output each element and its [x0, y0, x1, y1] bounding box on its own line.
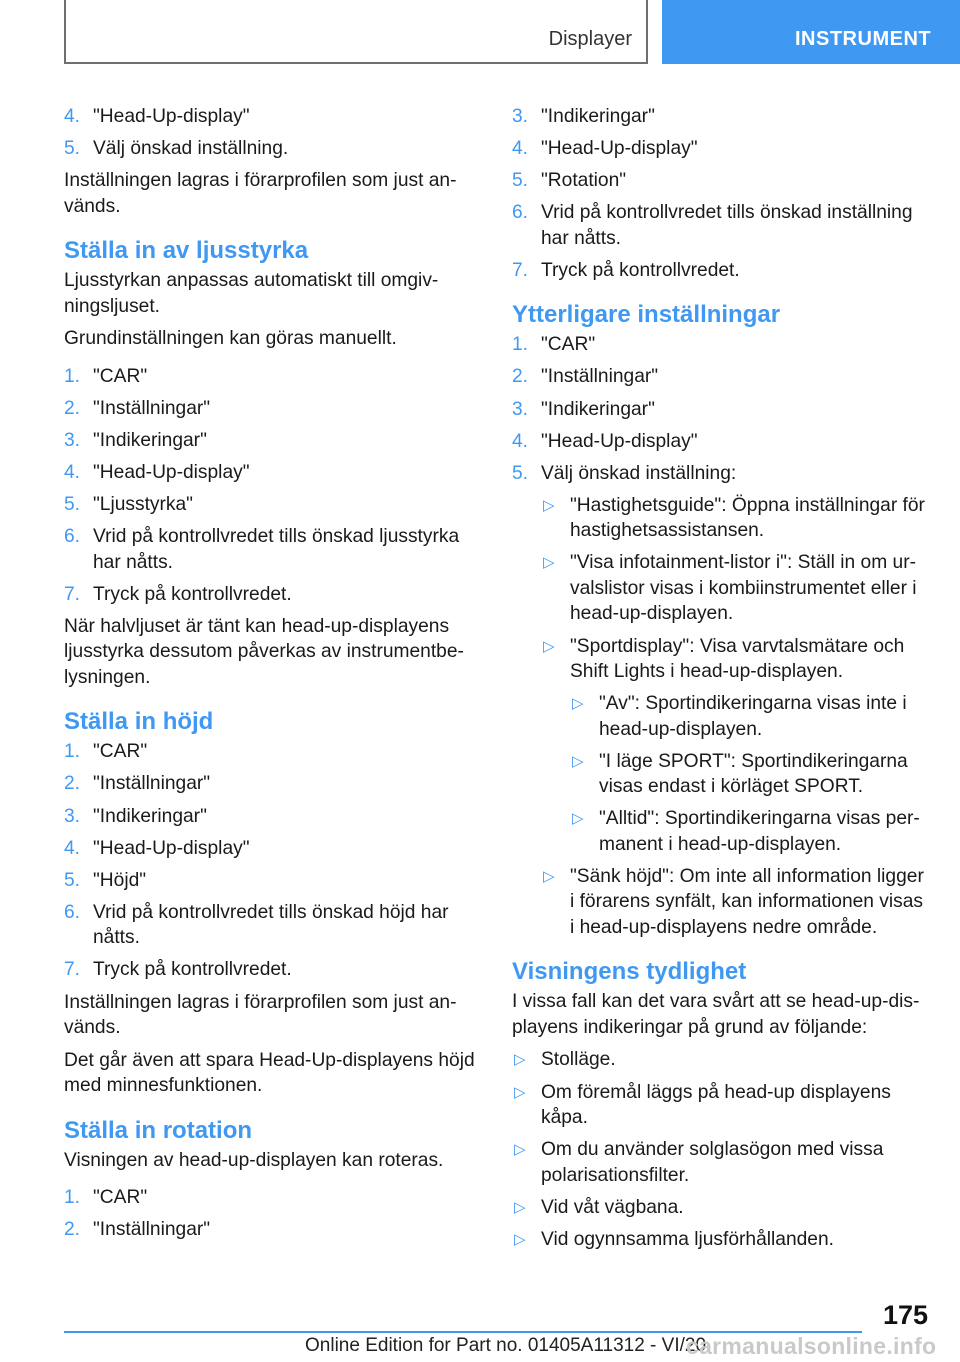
list-item	[64, 1217, 482, 1243]
item-text: "Inställningar"	[541, 366, 659, 388]
item-number: 1.	[64, 741, 81, 763]
bullet-text: Vid ogynnsamma ljusförhållanden.	[541, 1228, 834, 1250]
list-item	[64, 582, 482, 608]
paragraph: Inställningen lagras i förarprofilen som just används.	[64, 170, 457, 217]
item-number: 2.	[64, 773, 81, 795]
triangle-bullet-icon: ▷	[514, 1141, 526, 1159]
list-item	[64, 396, 482, 422]
item-number: 4.	[64, 837, 81, 859]
item-number: 3.	[64, 805, 81, 827]
item-text: Tryck på kontrollvredet.	[541, 259, 740, 281]
item-number: 7.	[64, 959, 81, 981]
item-number: 7.	[512, 259, 529, 281]
bullet-item	[541, 550, 930, 627]
list-item	[512, 429, 930, 455]
item-number: 3.	[512, 106, 529, 127]
triangle-bullet-icon: ▷	[572, 810, 584, 828]
list-item	[512, 258, 930, 284]
bullet-text: "Alltid": Sportindikeringarna visas permanent i head-up-displayen.	[599, 808, 920, 855]
bullet-item	[512, 1227, 930, 1253]
list-item	[64, 868, 482, 894]
triangle-bullet-icon: ▷	[514, 1083, 526, 1101]
item-number: 1.	[512, 334, 529, 356]
bullet-item	[570, 749, 930, 800]
list-right-1	[512, 104, 930, 283]
header-chapter-title: INSTRUMENT	[795, 28, 932, 50]
list-item	[512, 168, 930, 194]
item-text: "Inställningar"	[93, 1219, 211, 1241]
item-text: "Indikeringar"	[541, 398, 655, 420]
item-text: "CAR"	[541, 334, 596, 356]
paragraph: När halvljuset är tänt kan head-up-displayens ljusstyrka dessutom påverkas av instrumentbelysningen.	[64, 615, 464, 688]
list-item	[64, 524, 482, 575]
list-item	[64, 136, 482, 162]
item-text: "Indikeringar"	[93, 805, 207, 827]
bullet-item	[541, 864, 930, 941]
header-section-title: Displayer	[548, 28, 632, 50]
bullet-item	[570, 806, 930, 857]
list-item	[64, 104, 482, 130]
item-text: "Head-Up-display"	[93, 461, 250, 483]
footer-edition: Online Edition for Part no. 01405A11312 - VI/20	[305, 1335, 707, 1356]
item-number: 3.	[512, 398, 529, 420]
list-item	[64, 428, 482, 454]
bullet-text: "I läge SPORT": Sportindikeringarna visas endast i körläget SPORT.	[599, 750, 908, 798]
item-text: "CAR"	[93, 1187, 148, 1208]
list-item	[64, 771, 482, 797]
item-number: 5.	[64, 869, 81, 891]
bullet-text: Stolläge.	[541, 1049, 616, 1071]
bullet-item	[512, 1047, 930, 1073]
item-text: "Indikeringar"	[93, 429, 207, 451]
item-number: 3.	[64, 429, 81, 451]
item-text: "Head-Up-display"	[93, 106, 250, 127]
heading-visibility: Visningens tydlighet	[512, 958, 747, 986]
heading-more-settings: Ytterligare inställningar	[512, 301, 781, 329]
item-number: 1.	[64, 365, 81, 387]
item-text: Tryck på kontrollvredet.	[93, 583, 292, 605]
bullet-item	[512, 1195, 930, 1221]
item-text: "Rotation"	[541, 170, 627, 192]
heading-brightness: Ställa in av ljusstyrka	[64, 237, 309, 265]
item-text: "Head-Up-display"	[541, 138, 698, 160]
bullet-item	[541, 634, 930, 858]
item-number: 4.	[64, 106, 81, 127]
paragraph: Inställningen lagras i förarprofilen som just används.	[64, 991, 457, 1038]
list-item	[512, 332, 930, 358]
list-item	[64, 460, 482, 486]
list-item	[64, 739, 482, 765]
bullet-text: Om du använder solglasögon med vissa polarisationsfilter.	[541, 1139, 884, 1186]
watermark-logo: carmanualsonline.info	[686, 1333, 937, 1359]
item-text: "CAR"	[93, 741, 148, 763]
paragraph: Ljusstyrkan anpassas automatiskt till omgivningsljuset.	[64, 270, 439, 317]
bullet-item	[512, 1137, 930, 1188]
triangle-bullet-icon: ▷	[543, 637, 555, 655]
bullet-item	[541, 493, 930, 544]
item-text: "Höjd"	[93, 869, 147, 891]
list-item	[64, 1185, 482, 1211]
list-item	[64, 492, 482, 518]
item-text: "CAR"	[93, 365, 148, 387]
item-number: 4.	[512, 138, 529, 160]
item-number: 5.	[512, 170, 529, 192]
header-section-box	[64, 0, 648, 64]
triangle-bullet-icon: ▷	[514, 1198, 526, 1216]
paragraph: Visningen av head-up-displayen kan roteras.	[64, 1149, 444, 1171]
bullet-text: Om föremål läggs på head-up displayens kåpa.	[541, 1081, 891, 1128]
item-number: 5.	[64, 494, 81, 516]
item-text: Välj önskad inställning.	[93, 138, 289, 160]
item-number: 4.	[64, 461, 81, 483]
triangle-bullet-icon: ▷	[543, 867, 555, 885]
list-item	[512, 397, 930, 423]
list-item	[64, 364, 482, 390]
item-number: 6.	[512, 202, 529, 224]
heading-rotation: Ställa in rotation	[64, 1116, 253, 1144]
list-left-2	[64, 364, 482, 608]
list-item	[512, 364, 930, 390]
list-left-3	[64, 739, 482, 983]
triangle-bullet-icon: ▷	[543, 496, 555, 514]
item-text: Vrid på kontrollvredet tills önskad inställning har nåtts.	[541, 202, 913, 249]
item-text: "Head-Up-display"	[541, 430, 698, 452]
item-number: 6.	[64, 901, 81, 923]
item-text: Vrid på kontrollvredet tills önskad ljusstyrka har nåtts.	[93, 526, 460, 573]
paragraph: Grundinställningen kan göras manuellt.	[64, 328, 397, 350]
triangle-bullet-icon: ▷	[543, 554, 555, 572]
paragraph: Det går även att spara Head-Up-displayens höjd med minnesfunktionen.	[64, 1049, 475, 1096]
item-text: Vrid på kontrollvredet tills önskad höjd har nåtts.	[93, 901, 449, 949]
item-number: 2.	[512, 366, 529, 388]
list-item	[64, 836, 482, 862]
list-item	[512, 200, 930, 251]
bullet-text: "Sportdisplay": Visa varvtalsmätare och Shift Lights i head-up-displayen.	[570, 635, 905, 683]
bullet-text: Vid våt vägbana.	[541, 1196, 684, 1218]
bullet-text: "Hastighetsguide": Öppna inställningar för hastighetsassistansen.	[570, 494, 925, 542]
bullet-text: "Visa infotainment-listor i": Ställ in om urvalslistor visas i kombiinstrumentet eller i head-up-displayen.	[570, 552, 917, 625]
header-chapter-tab	[662, 0, 960, 64]
item-text: "Indikeringar"	[541, 106, 655, 127]
list-item	[64, 957, 482, 983]
left-column	[64, 104, 482, 1249]
list-item	[64, 900, 482, 951]
bullet-item	[570, 691, 930, 742]
list-item	[512, 136, 930, 162]
bullet-text: "Av": Sportindikeringarna visas inte i head-up-displayen.	[599, 693, 907, 740]
bullet-text: "Sänk höjd": Om inte all information ligger i förarens synfält, kan informationen visas i head-up-displayens nedre område.	[570, 865, 924, 938]
item-number: 4.	[512, 430, 529, 452]
visibility-bullet-list	[512, 1047, 930, 1252]
item-number: 2.	[64, 1219, 81, 1241]
item-text: "Inställningar"	[93, 397, 211, 419]
item-text: "Ljusstyrka"	[93, 494, 193, 516]
item-number: 6.	[64, 526, 81, 548]
bullet-item	[512, 1080, 930, 1131]
triangle-bullet-icon: ▷	[514, 1230, 526, 1248]
item-text: "Head-Up-display"	[93, 837, 250, 859]
list-left-1	[64, 104, 482, 162]
item-number: 1.	[64, 1187, 81, 1208]
sub-sub-bullet-list	[570, 691, 930, 857]
item-number: 7.	[64, 583, 81, 605]
item-number: 2.	[64, 397, 81, 419]
heading-height: Ställa in höjd	[64, 708, 214, 736]
item-number: 5.	[64, 138, 81, 160]
item-text: "Inställningar"	[93, 773, 211, 795]
triangle-bullet-icon: ▷	[572, 752, 584, 770]
paragraph: I vissa fall kan det vara svårt att se head-up-displayens indikeringar på grund av följande:	[512, 991, 920, 1038]
right-column	[512, 104, 930, 1259]
triangle-bullet-icon: ▷	[572, 695, 584, 713]
list-item	[64, 804, 482, 830]
item-text: Tryck på kontrollvredet.	[93, 959, 292, 981]
list-item	[512, 104, 930, 130]
page-number: 175	[882, 1300, 928, 1330]
list-left-4	[64, 1185, 482, 1243]
list-item	[512, 461, 930, 941]
triangle-bullet-icon: ▷	[514, 1051, 526, 1069]
sub-bullet-list	[541, 493, 930, 941]
item-text: Välj önskad inställning:	[541, 462, 737, 484]
list-right-2	[512, 332, 930, 940]
item-number: 5.	[512, 462, 529, 484]
